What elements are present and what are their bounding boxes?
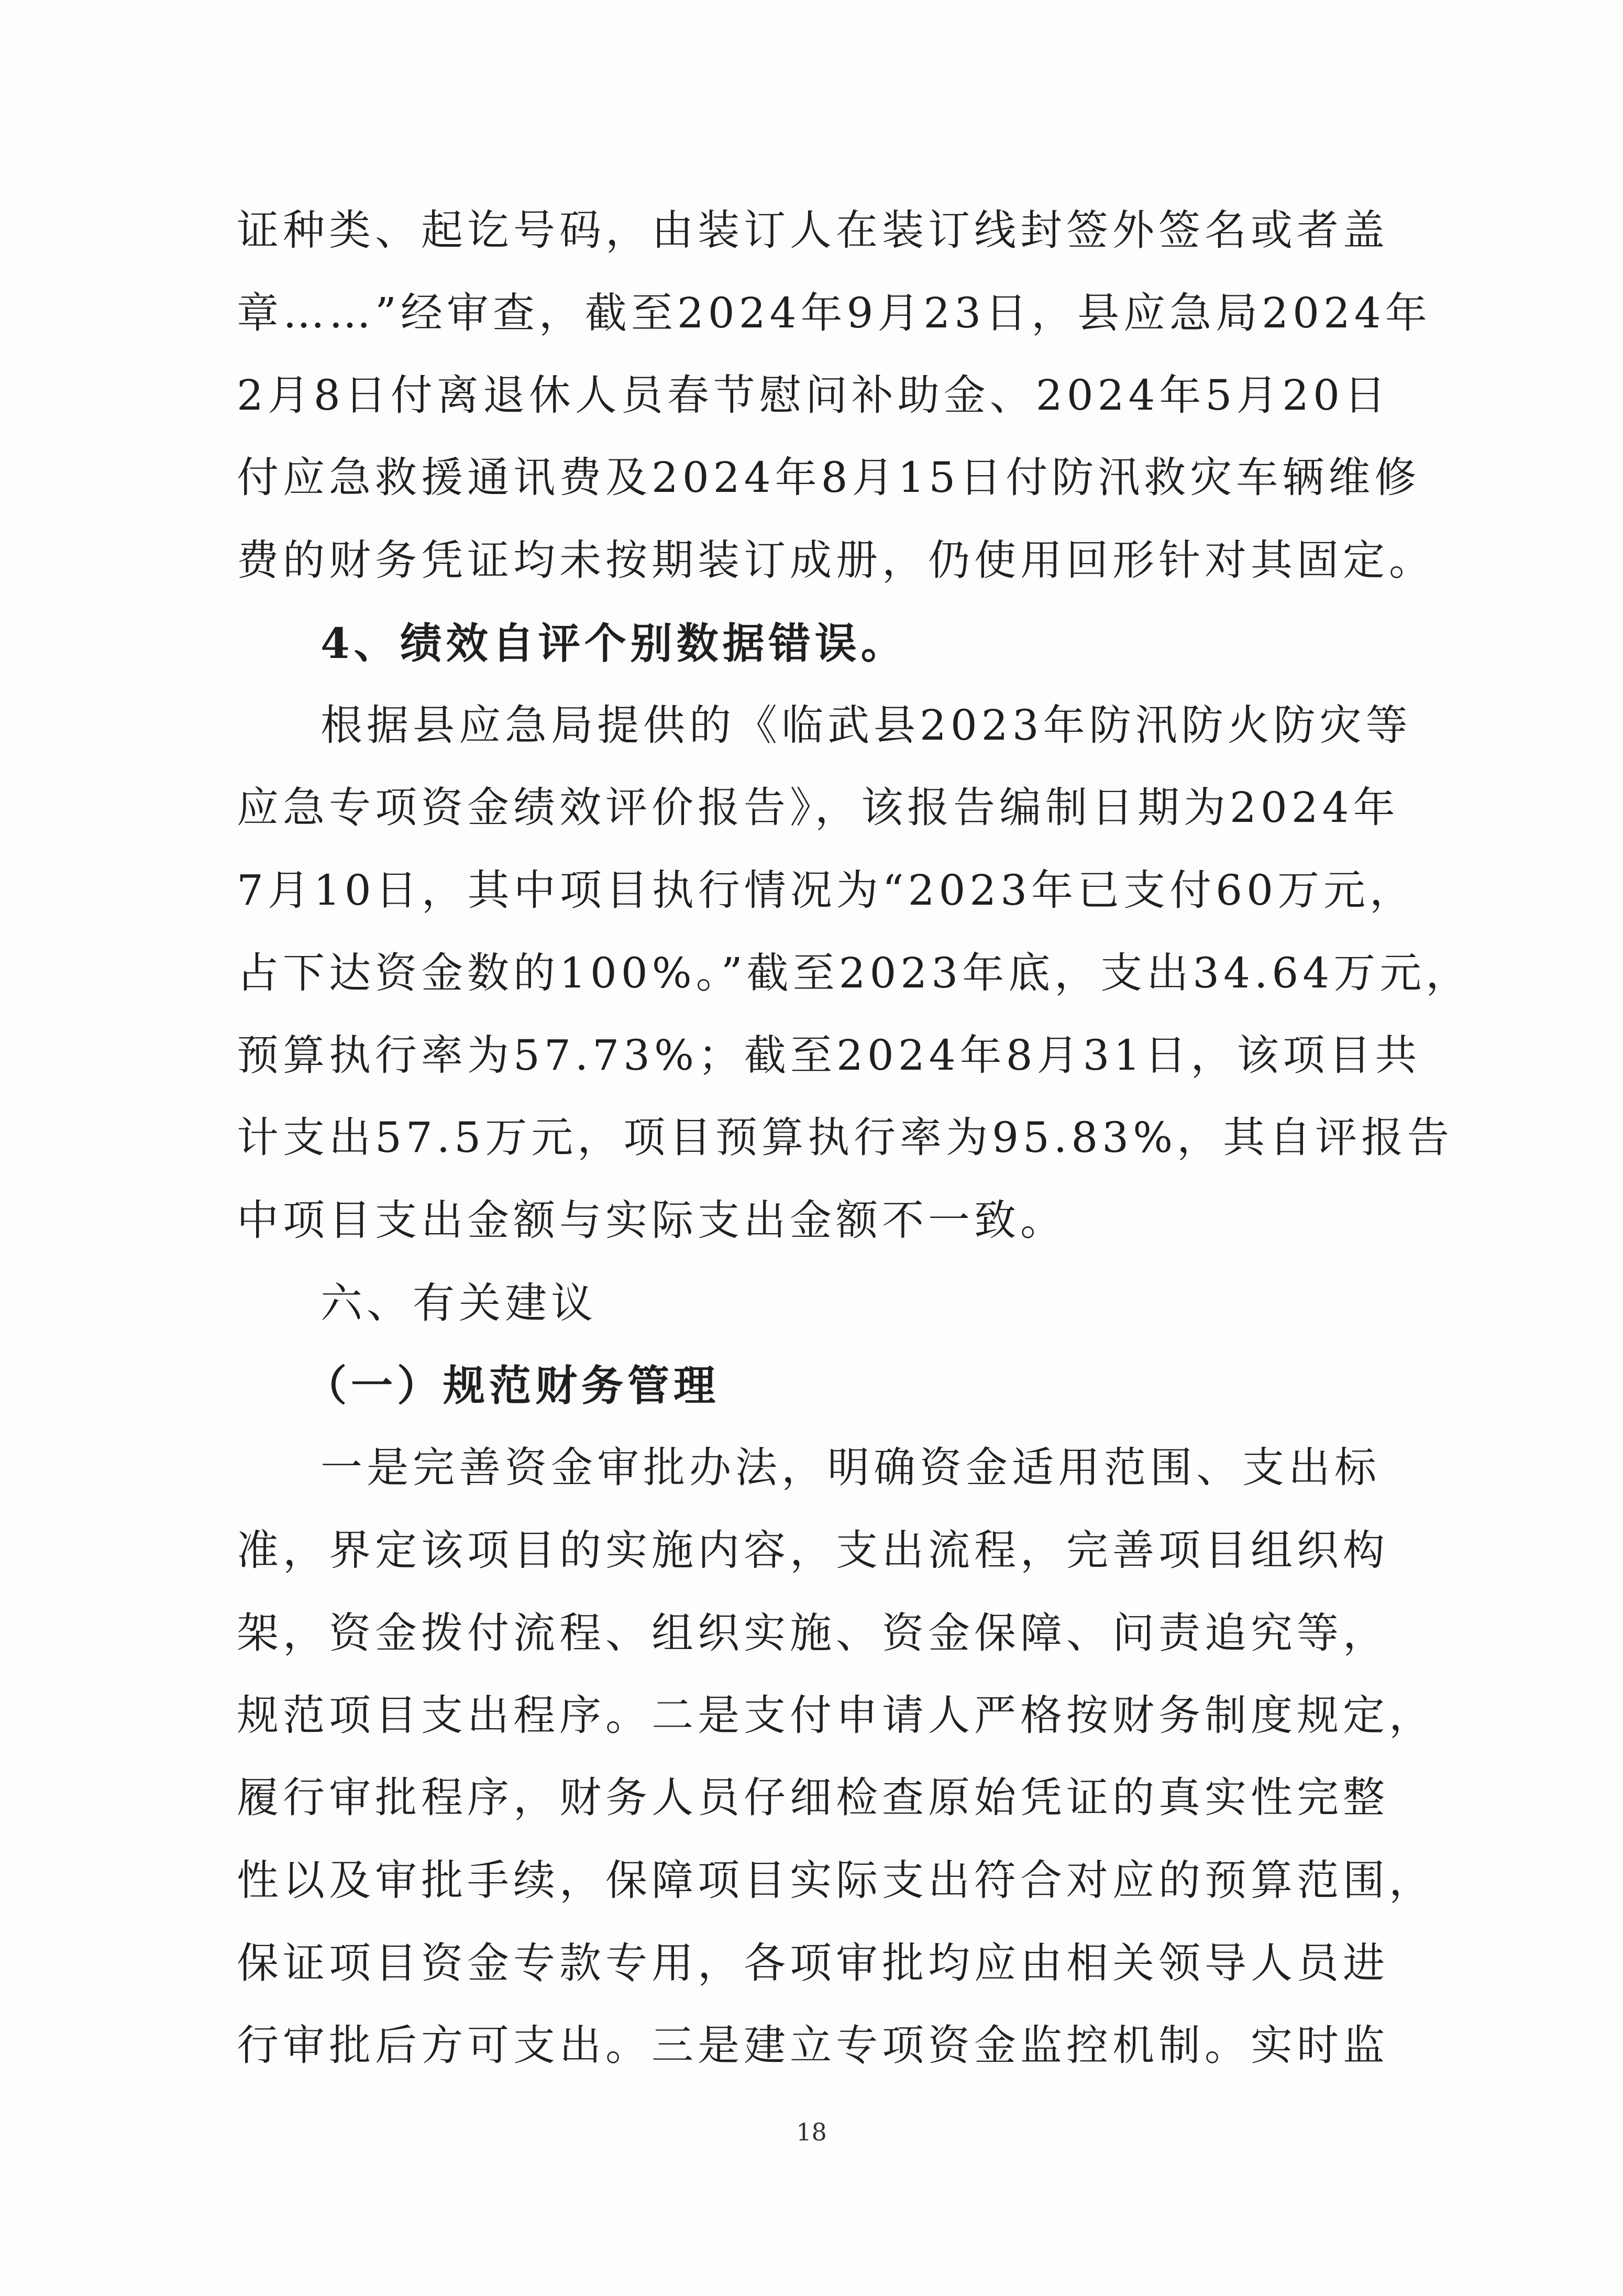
text-line: 规范项目支出程序。二是支付申请人严格按财务制度规定，	[237, 1691, 1435, 1740]
text-line: 费的财务凭证均未按期装订成册，仍使用回形针对其固定。	[237, 536, 1435, 585]
text-line: 应急专项资金绩效评价报告》，该报告编制日期为2024年	[237, 783, 1399, 832]
text-line: 根据县应急局提供的《临武县2023年防汛防火防灾等	[321, 701, 1412, 750]
text-line: 预算执行率为57.73%；截至2024年8月31日，该项目共	[237, 1031, 1421, 1080]
subsection-heading: （一）规范财务管理	[305, 1361, 720, 1410]
text-line: 性以及审批手续，保障项目实际支出符合对应的预算范围，	[237, 1856, 1435, 1905]
text-line: 占下达资金数的100%。”截至2023年底，支出34.64万元，	[237, 949, 1472, 997]
page-number: 18	[796, 2118, 827, 2146]
text-line: 履行审批程序，财务人员仔细检查原始凭证的真实性完整	[237, 1773, 1389, 1822]
text-line: 计支出57.5万元，项目预算执行率为95.83%，其自评报告	[237, 1113, 1454, 1162]
text-line: 证种类、起讫号码，由装订人在装订线封签外签名或者盖	[237, 206, 1389, 255]
text-line: 保证项目资金专款专用，各项审批均应由相关领导人员进	[237, 1939, 1389, 1987]
section-heading: 六、有关建议	[321, 1279, 597, 1327]
text-line: 中项目支出金额与实际支出金额不一致。	[237, 1196, 1066, 1245]
text-line: 准，界定该项目的实施内容，支出流程，完善项目组织构	[237, 1526, 1389, 1575]
text-line: 一是完善资金审批办法，明确资金适用范围、支出标	[321, 1443, 1381, 1492]
text-line: 付应急救援通讯费及2024年8月15日付防汛救灾车辆维修	[237, 453, 1421, 502]
text-line: 行审批后方可支出。三是建立专项资金监控机制。实时监	[237, 2021, 1389, 2070]
text-line: 架，资金拨付流程、组织实施、资金保障、问责追究等，	[237, 1609, 1389, 1657]
text-line: 2月8日付离退休人员春节慰问补助金、2024年5月20日	[237, 371, 1390, 420]
section-heading: 4、绩效自评个别数据错误。	[321, 619, 907, 668]
text-line: 7月10日，其中项目执行情况为“2023年已支付60万元，	[237, 866, 1416, 915]
text-line: 章……”经审查，截至2024年9月23日，县应急局2024年	[237, 289, 1431, 337]
